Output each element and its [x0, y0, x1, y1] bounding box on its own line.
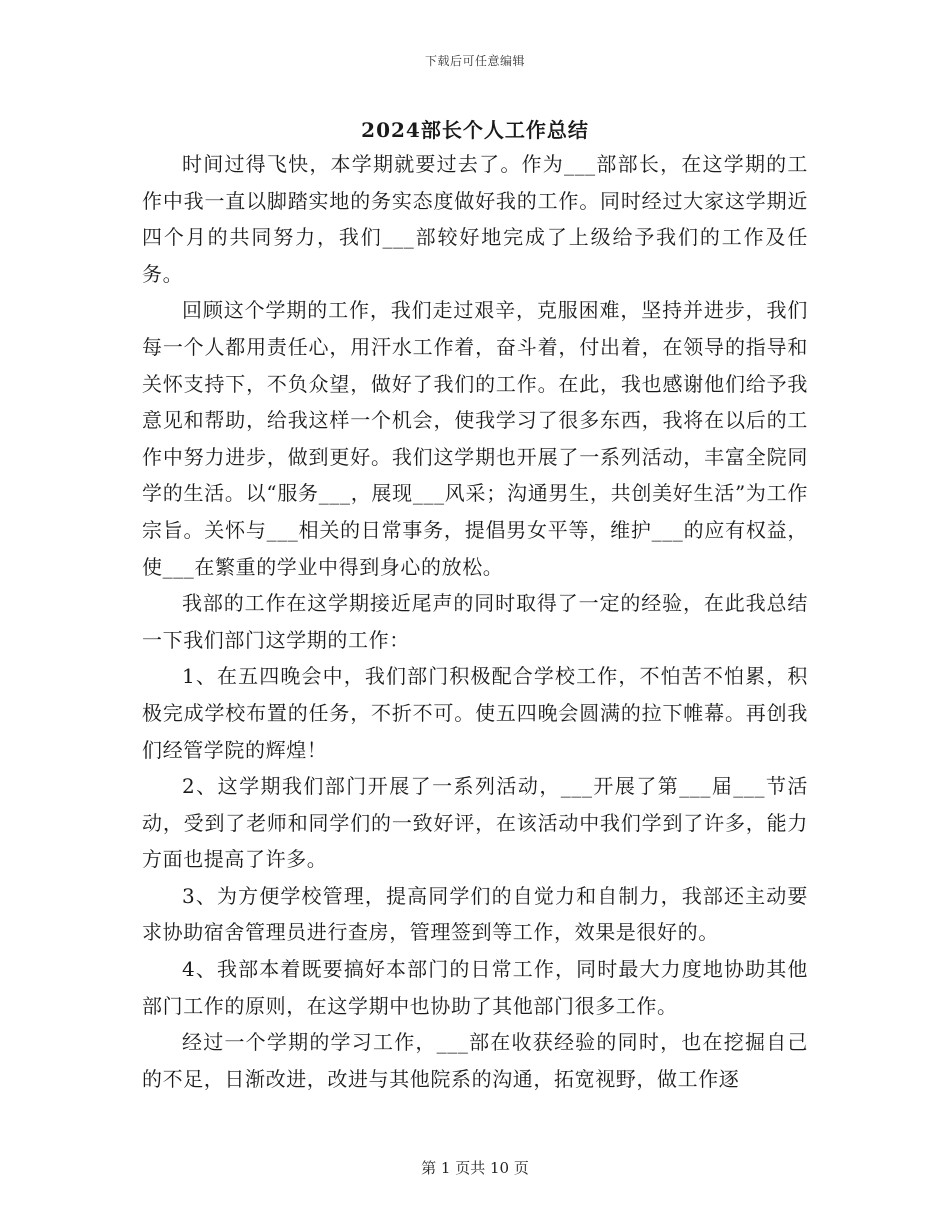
paragraph-conclusion: 经过一个学期的学习工作，___部在收获经验的同时，也在挖掘自己的不足，日渐改进，改进与其他院系的沟通，拓宽视野，做工作逐	[142, 1030, 808, 1091]
paragraph-review: 回顾这个学期的工作，我们走过艰辛，克服困难，坚持并进步，我们每一个人都用责任心，用汗水工作着，奋斗着，付出着，在领导的指导和关怀支持下，不负众望，做好了我们的工作。在此，我也感谢他们给予我意见和帮助，给我这样一个机会，使我学习了很多东西，我将在以后的工作中努力进步，做到更好。我们这学期也开展了一系列活动，丰富全院同学的生活。以“服务___，展现___风采；沟通男生，共创美好生活”为工作宗旨。关怀与___相关的日常事务，提倡男女平等，维护___的应有权益，使___在繁重的学业中得到身心的放松。	[142, 298, 808, 579]
paragraph-item-2: 2、这学期我们部门开展了一系列活动，___开展了第___届___节活动，受到了老师和同学们的一致好评，在该活动中我们学到了许多，能力方面也提高了许多。	[142, 774, 808, 872]
paragraph-item-1: 1、在五四晚会中，我们部门积极配合学校工作，不怕苦不怕累，积极完成学校布置的任务，不折不可。使五四晚会圆满的拉下帷幕。再创我们经管学院的辉煌！	[142, 664, 808, 762]
page-number: 第 1 页共 10 页	[421, 1159, 529, 1177]
document-body	[142, 146, 808, 1097]
paragraph-intro: 时间过得飞快，本学期就要过去了。作为___部部长，在这学期的工作中我一直以脚踏实地的务实态度做好我的工作。同时经过大家这学期近四个月的共同努力，我们___部较好地完成了上级给予我们的工作及任务。	[142, 152, 808, 286]
document-title: 2024部长个人工作总结	[361, 118, 589, 142]
header-note: 下载后可任意编辑	[424, 54, 525, 68]
paragraph-item-4: 4、我部本着既要搞好本部门的日常工作，同时最大力度地协助其他部门工作的原则，在这学期中也协助了其他部门很多工作。	[142, 957, 808, 1018]
paragraph-item-3: 3、为方便学校管理，提高同学们的自觉力和自制力，我部还主动要求协助宿舍管理员进行查房，管理签到等工作，效果是很好的。	[142, 883, 808, 945]
paragraph-summary-lead: 我部的工作在这学期接近尾声的同时取得了一定的经验，在此我总结一下我们部门这学期的工作：	[142, 591, 808, 652]
